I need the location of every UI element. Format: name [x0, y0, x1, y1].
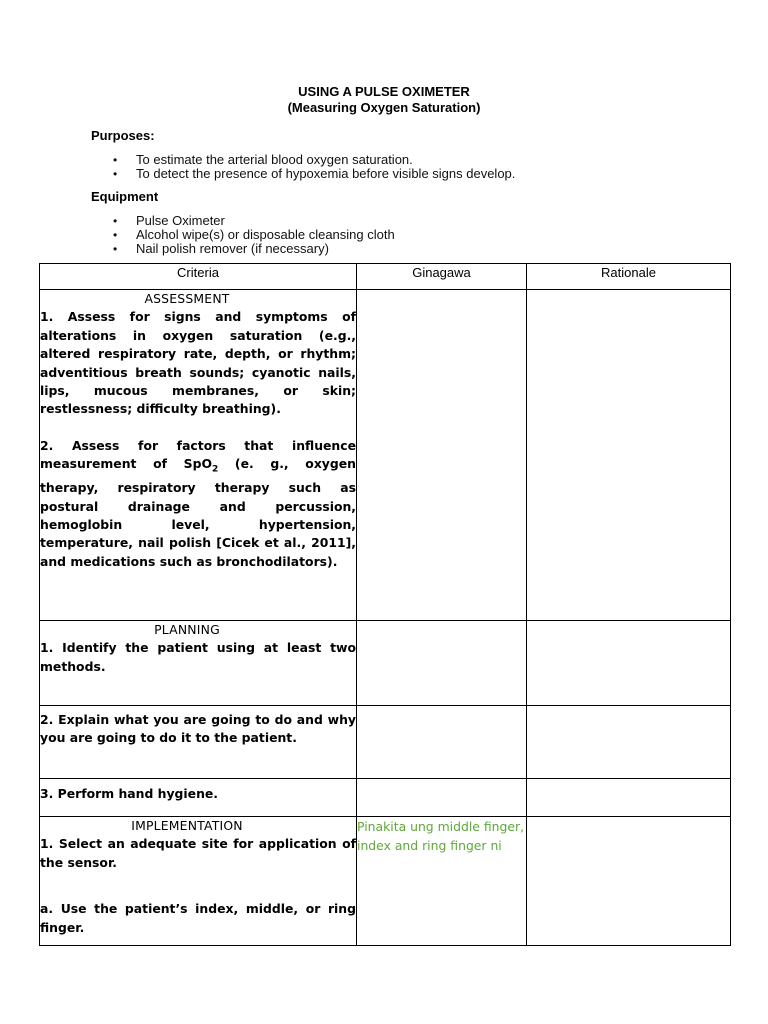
planning-item-2: 2. Explain what you are going to do and why you are going to do it to the patient.: [40, 712, 356, 746]
procedure-checklist-table: [39, 263, 731, 946]
table-row: [40, 706, 731, 779]
assessment-item-1: 1. Assess for signs and symptoms of alterations in oxygen saturation (e.g., altered respiratory rate, depth, or rhythm; adventitious breath sounds; cyanotic nails, lips, mucous membranes, or skin; restlessness; difficulty breathing).: [40, 309, 356, 417]
ginagawa-cell: [357, 706, 527, 779]
list-item: • Pulse Oximeter: [91, 214, 395, 228]
table-row: [40, 621, 731, 706]
rationale-cell: [527, 621, 731, 706]
planning-heading: PLANNING: [154, 622, 220, 637]
implementation-heading: IMPLEMENTATION: [131, 818, 243, 833]
list-item: • Nail polish remover (if necessary): [91, 242, 395, 256]
purposes-heading: Purposes:: [91, 128, 155, 143]
column-header-rationale: Rationale: [527, 264, 731, 290]
ginagawa-note-cell: [357, 817, 527, 946]
table-row: [40, 290, 731, 621]
assessment-heading: ASSESSMENT: [144, 291, 230, 306]
document-subtitle: (Measuring Oxygen Saturation): [287, 100, 481, 115]
assessment-item-2: 2. Assess for factors that influence measurement of SpO$_2$ (e. g., oxygen therapy, respiratory therapy such as postural drainage and percussion, hemoglobin level, hypertension, temperature, nail polish [Cicek et al., 2011], and medications such as bronchodilators).: [40, 437, 356, 569]
table-header-row: [40, 264, 731, 290]
equipment-list: [91, 214, 395, 256]
table-row: [40, 817, 731, 946]
handwritten-note: Pinakita ung middle finger, index and ring finger ni: [357, 819, 525, 853]
criteria-cell: [40, 706, 357, 779]
implementation-item-1: 1. Select an adequate site for application of the sensor.: [40, 836, 356, 870]
ginagawa-cell: [357, 779, 527, 817]
list-item: • To detect the presence of hypoxemia before visible signs develop.: [91, 167, 515, 181]
rationale-cell: [527, 817, 731, 946]
table-row: [40, 779, 731, 817]
planning-item-1: 1. Identify the patient using at least two methods.: [40, 640, 356, 674]
purposes-list: [91, 153, 515, 181]
implementation-item-1a: a. Use the patient’s index, middle, or ring finger.: [40, 901, 356, 935]
criteria-cell: [40, 779, 357, 817]
ginagawa-cell: [357, 290, 527, 621]
rationale-cell: [527, 779, 731, 817]
criteria-cell: [40, 817, 357, 946]
equipment-heading: Equipment: [91, 189, 159, 204]
list-item: • To estimate the arterial blood oxygen saturation.: [91, 153, 515, 167]
rationale-cell: [527, 290, 731, 621]
planning-item-3: 3. Perform hand hygiene.: [40, 786, 219, 801]
document-title: USING A PULSE OXIMETER: [298, 84, 470, 99]
ginagawa-cell: [357, 621, 527, 706]
rationale-cell: [527, 706, 731, 779]
column-header-criteria: Criteria: [40, 264, 357, 290]
list-item: • Alcohol wipe(s) or disposable cleansing cloth: [91, 228, 395, 242]
criteria-cell: [40, 290, 357, 621]
criteria-cell: [40, 621, 357, 706]
column-header-ginagawa: Ginagawa: [357, 264, 527, 290]
